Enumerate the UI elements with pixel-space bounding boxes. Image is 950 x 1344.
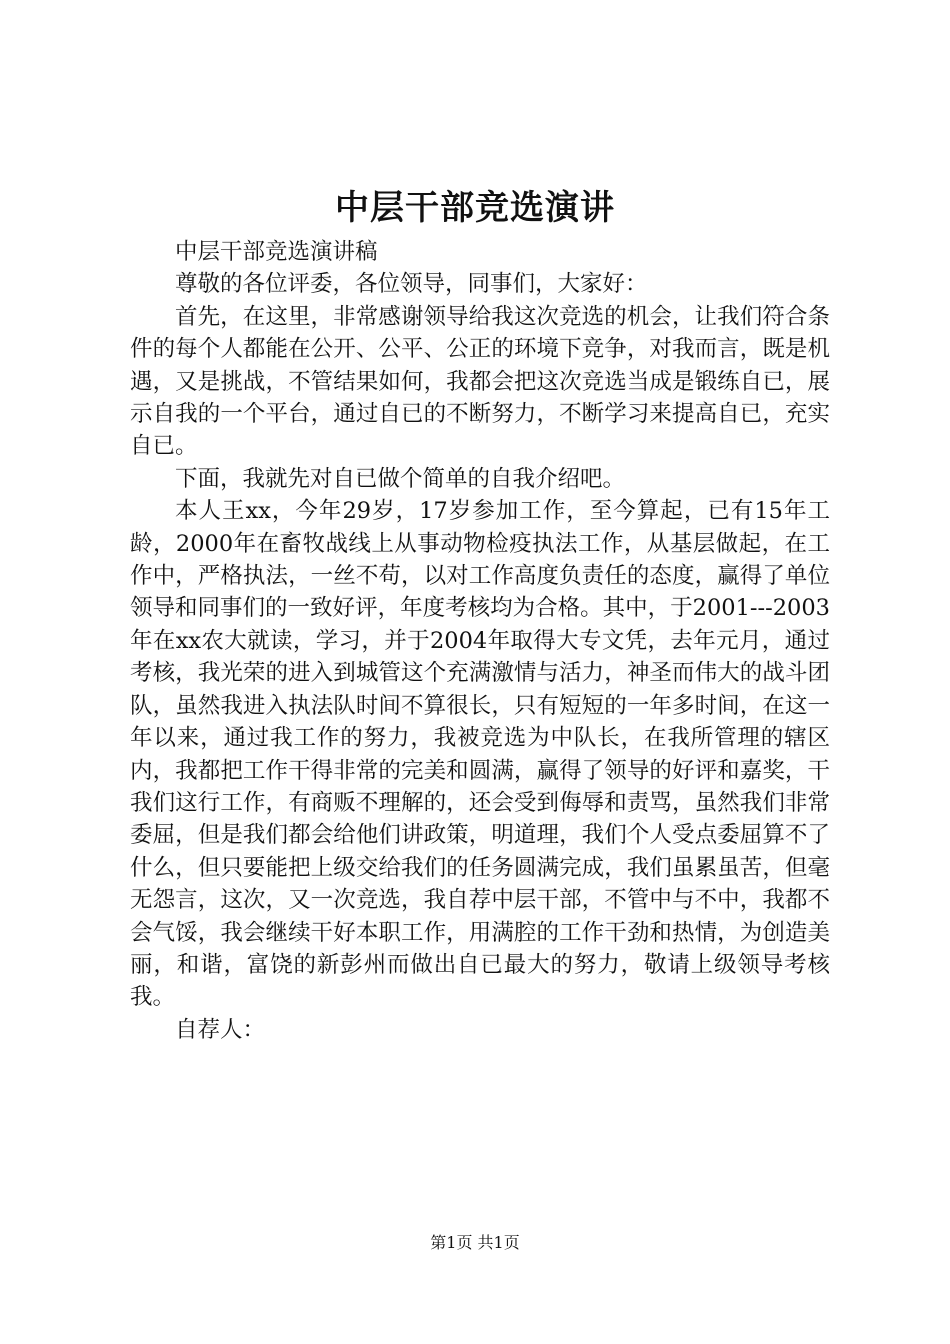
greeting-paragraph: 尊敬的各位评委，各位领导，同事们，大家好： — [175, 271, 648, 298]
signature-paragraph: 自荐人： — [175, 1016, 266, 1043]
opening-paragraph: 首先，在这里，非常感谢领导给我这次竞选的机会，让我们符合条件的每个人都能在公开、公平、公正的环境下竞争，对我而言，既是机遇，又是挑战，不管结果如何，我都会把这次竞选当成是锻练自已，展示自我的一个平台，通过自已的不断努力，不断学习来提高自已，充实自已。 — [130, 303, 830, 460]
subtitle-paragraph: 中层干部竞选演讲稿 — [175, 239, 378, 265]
document-body — [130, 236, 830, 1046]
page-footer: 第1页 共1页 — [430, 1233, 520, 1252]
intro-paragraph: 下面，我就先对自已做个简单的自我介绍吧。 — [175, 465, 626, 492]
bio-paragraph: 本人王xx，今年29岁，17岁参加工作，至今算起，已有15年工龄，2000年在畜牧战线上从事动物检疫执法工作，从基层做起，在工作中，严格执法，一丝不苟，以对工作高度负责任的态度，赢得了单位领导和同事们的一致好评，年度考核均为合格。其中，于2001---2003年在xx农大就读，学习，并于2004年取得大专文凭，去年元月，通过考核，我光荣的进入到城管这个充满激情与活力，神圣而伟大的战斗团队，虽然我进入执法队时间不算很长，只有短短的一年多时间，在这一年以来，通过我工作的努力，我被竞选为中队长，在我所管理的辖区内，我都把工作干得非常的完美和圆满，赢得了领导的好评和嘉奖，干我们这行工作，有商贩不理解的，还会受到侮辱和责骂，虽然我们非常委屈，但是我们都会给他们讲政策，明道理，我们个人受点委屈算不了什么，但只要能把上级交给我们的任务圆满完成，我们虽累虽苦，但毫无怨言，这次，又一次竞选，我自荐中层干部，不管中与不中，我都不会气馁，我会继续干好本职工作，用满腔的工作干劲和热情，为创造美丽，和谐，富饶的新彭州而做出自已最大的努力，敬请上级领导考核我。 — [130, 498, 830, 1011]
document-title: 中层干部竞选演讲 — [335, 188, 615, 228]
